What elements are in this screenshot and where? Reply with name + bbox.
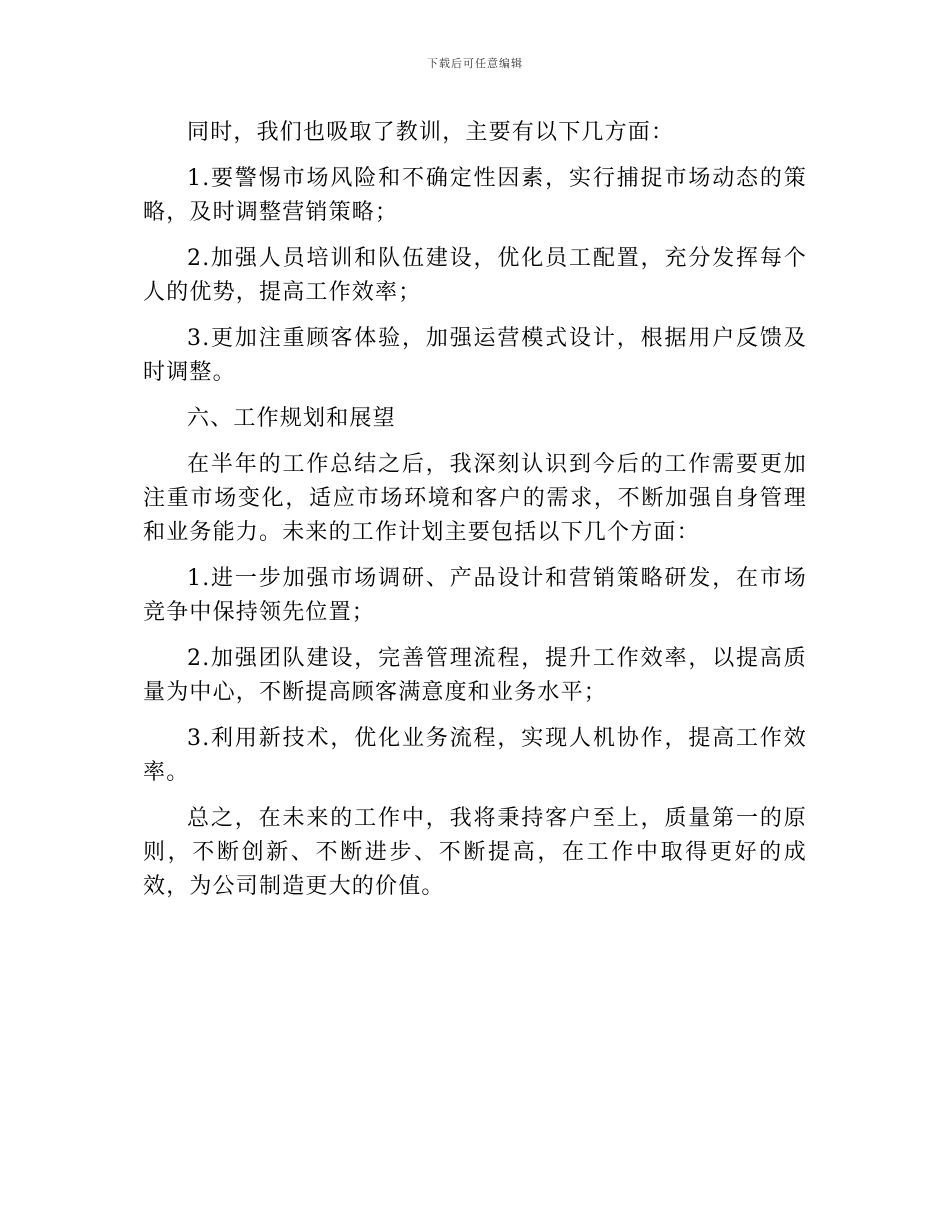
- paragraph-conclusion: 总之，在未来的工作中，我将秉持客户至上，质量第一的原则，不断创新、不断进步、不断提高，在工作中取得更好的成效，为公司制造更大的价值。: [143, 806, 807, 899]
- paragraph-plan-1: 1.进一步加强市场调研、产品设计和营销策略研发，在市场竞争中保持领先位置；: [143, 566, 807, 625]
- paragraph-lesson-3: 3.更加注重顾客体验，加强运营模式设计，根据用户反馈及时调整。: [143, 326, 807, 385]
- page-header: 下载后可任意编辑: [427, 57, 523, 70]
- paragraph-lessons-intro: 同时，我们也吸取了教训，主要有以下几方面：: [187, 120, 675, 145]
- paragraph-plans-intro: 在半年的工作总结之后，我深刻认识到今后的工作需要更加注重市场变化，适应市场环境和客户的需求，不断加强自身管理和业务能力。未来的工作计划主要包括以下几个方面：: [143, 452, 807, 545]
- section-heading-plans: 六、工作规划和展望: [187, 406, 396, 431]
- paragraph-plan-2: 2.加强团队建设，完善管理流程，提升工作效率，以提高质量为中心，不断提高顾客满意度和业务水平；: [143, 646, 807, 705]
- paragraph-lesson-2: 2.加强人员培训和队伍建设，优化员工配置，充分发挥每个人的优势，提高工作效率；: [143, 246, 807, 305]
- paragraph-lesson-1: 1.要警惕市场风险和不确定性因素，实行捕捉市场动态的策略，及时调整营销策略；: [143, 166, 807, 225]
- document-body: [143, 116, 807, 916]
- paragraph-plan-3: 3.利用新技术，优化业务流程，实现人机协作，提高工作效率。: [143, 726, 807, 785]
